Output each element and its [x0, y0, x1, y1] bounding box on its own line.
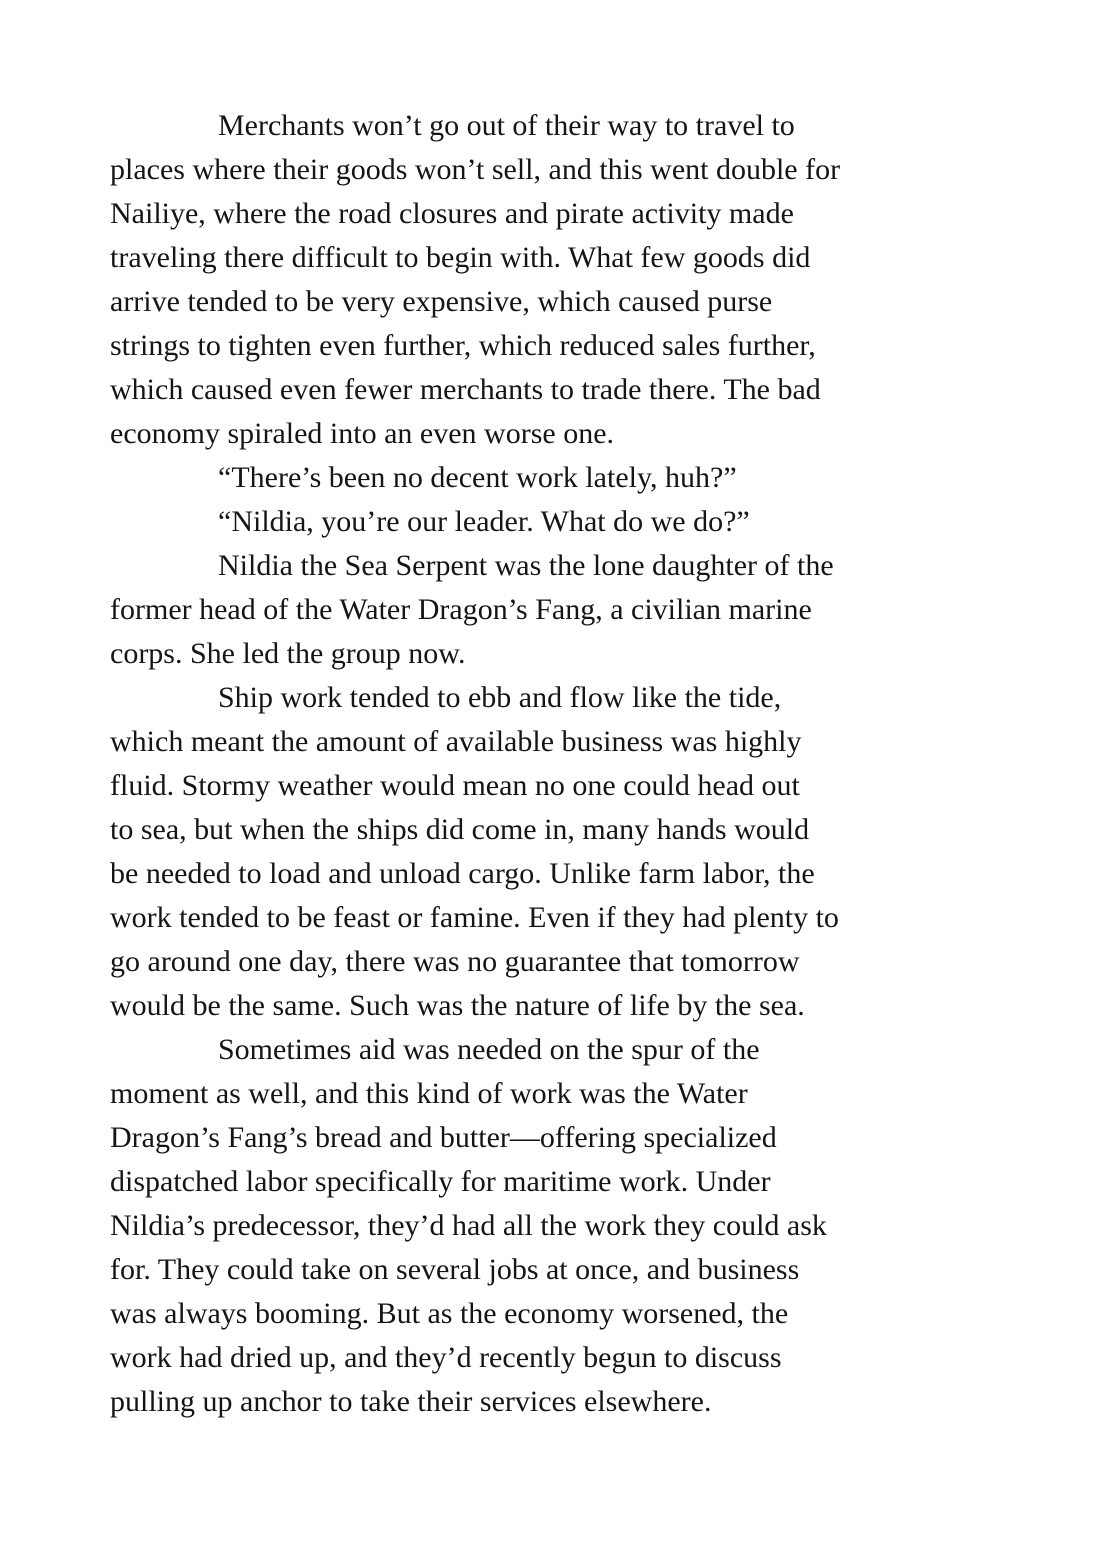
text-line: be needed to load and unload cargo. Unlike farm labor, the: [110, 857, 815, 890]
text-line: to sea, but when the ships did come in, many hands would: [110, 813, 810, 846]
text-line: which caused even fewer merchants to trade there. The bad: [110, 373, 821, 406]
text-line: would be the same. Such was the nature of life by the sea.: [110, 989, 805, 1022]
text-line: fluid. Stormy weather would mean no one could head out: [110, 769, 800, 802]
paragraph: [110, 1028, 990, 1424]
text-line: for. They could take on several jobs at once, and business: [110, 1253, 800, 1286]
page-text: [110, 104, 990, 1424]
text-line: work tended to be feast or famine. Even if they had plenty to: [110, 901, 839, 934]
paragraph: [110, 104, 990, 456]
text-line: moment as well, and this kind of work was the Water: [110, 1077, 748, 1110]
paragraph: [110, 500, 990, 544]
paragraph: [110, 676, 990, 1028]
paragraph: [110, 456, 990, 500]
text-line: Nildia’s predecessor, they’d had all the work they could ask: [110, 1209, 827, 1242]
paragraph: [110, 544, 990, 676]
text-line: which meant the amount of available business was highly: [110, 725, 802, 758]
text-line: “Nildia, you’re our leader. What do we do?”: [218, 505, 750, 538]
text-line: Dragon’s Fang’s bread and butter—offering specialized: [110, 1121, 777, 1154]
text-line: Ship work tended to ebb and flow like the tide,: [218, 681, 782, 714]
text-line: traveling there difficult to begin with. What few goods did: [110, 241, 811, 274]
text-line: corps. She led the group now.: [110, 637, 466, 670]
text-line: strings to tighten even further, which reduced sales further,: [110, 329, 816, 362]
text-line: Merchants won’t go out of their way to travel to: [218, 109, 795, 142]
text-line: “There’s been no decent work lately, huh?”: [218, 461, 737, 494]
text-line: former head of the Water Dragon’s Fang, a civilian marine: [110, 593, 812, 626]
text-line: economy spiraled into an even worse one.: [110, 417, 615, 450]
text-line: Nailiye, where the road closures and pirate activity made: [110, 197, 794, 230]
text-line: places where their goods won’t sell, and this went double for: [110, 153, 841, 186]
text-line: work had dried up, and they’d recently begun to discuss: [110, 1341, 782, 1374]
text-line: was always booming. But as the economy worsened, the: [110, 1297, 789, 1330]
text-line: arrive tended to be very expensive, which caused purse: [110, 285, 773, 318]
text-line: dispatched labor specifically for maritime work. Under: [110, 1165, 771, 1198]
text-line: Sometimes aid was needed on the spur of the: [218, 1033, 760, 1066]
text-line: pulling up anchor to take their services elsewhere.: [110, 1385, 712, 1418]
text-line: go around one day, there was no guarantee that tomorrow: [110, 945, 800, 978]
text-line: Nildia the Sea Serpent was the lone daughter of the: [218, 549, 834, 582]
